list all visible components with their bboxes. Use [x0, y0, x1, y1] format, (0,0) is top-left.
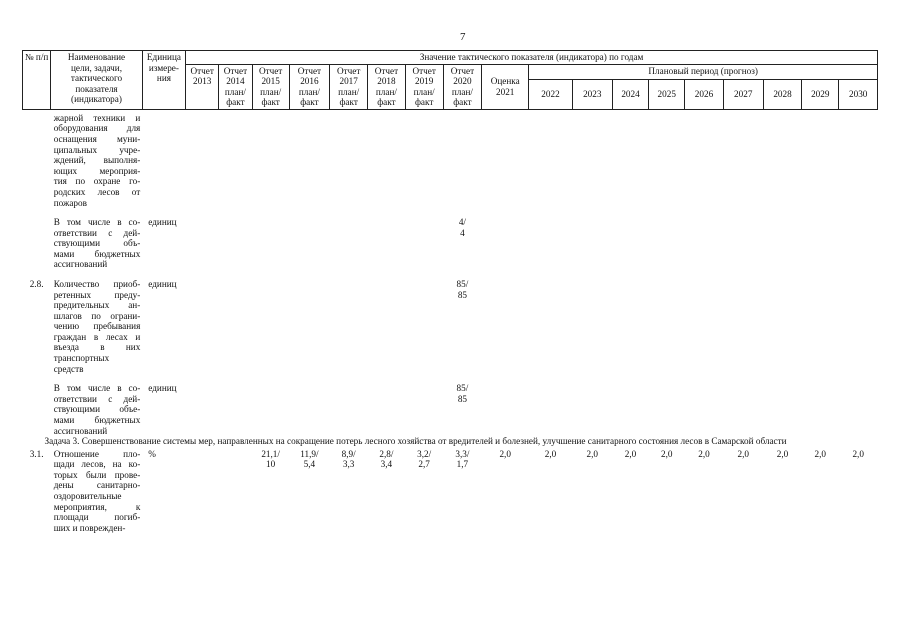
- unit-cell: единиц: [148, 278, 177, 289]
- text-line: факт: [261, 97, 280, 108]
- value-cell: [572, 270, 612, 374]
- text-line: въезда в них: [53, 342, 141, 353]
- value-cell: [529, 109, 572, 208]
- value-cell: [723, 109, 763, 208]
- text-line: 2021: [496, 86, 515, 97]
- unit-cell: %: [148, 448, 156, 459]
- text-line: 2017: [339, 76, 358, 87]
- value-cell: [330, 270, 368, 374]
- value-cell: [252, 109, 289, 208]
- text-line: мами бюджетных: [53, 414, 141, 425]
- text-line: ствующими объе-: [53, 404, 141, 415]
- value-cell: [839, 374, 878, 436]
- header-year-7: [443, 64, 481, 109]
- header-num: № п/п: [23, 51, 51, 110]
- text-line: оснащения муни-: [53, 134, 141, 145]
- table-row: [23, 208, 878, 270]
- value-cell: [685, 374, 723, 436]
- value-line: 10: [266, 459, 276, 470]
- indicator-name: [51, 109, 143, 208]
- value-line: 8,9/: [341, 448, 356, 459]
- text-line: ствующими объ-: [53, 238, 141, 249]
- value-cell: [649, 374, 685, 436]
- value-cell: [802, 270, 839, 374]
- table-row: [23, 270, 878, 374]
- header-planned-year: 2025: [649, 79, 685, 109]
- text-line: Отчет: [190, 65, 214, 76]
- text-line: план/: [413, 86, 435, 97]
- value-cell: [186, 374, 219, 436]
- text-line: 2015: [261, 76, 280, 87]
- text-line: план/: [338, 86, 360, 97]
- value-cell: [685, 109, 723, 208]
- value-cell: [529, 447, 572, 534]
- text-line: 2020: [453, 76, 472, 87]
- value-line: 2,0: [698, 448, 710, 459]
- value-cell: [763, 270, 801, 374]
- table-body: [23, 109, 878, 533]
- table-header: [23, 51, 878, 110]
- text-line: факт: [414, 97, 434, 108]
- value-cell: [649, 270, 685, 374]
- indicators-table: [22, 50, 878, 533]
- value-line: 2,0: [661, 448, 673, 459]
- text-line: факт: [339, 97, 358, 108]
- value-cell: [482, 270, 529, 374]
- value-cell: [252, 374, 289, 436]
- text-line: торых были прове-: [53, 469, 141, 480]
- value-cell: [186, 270, 219, 374]
- value-line: 2,0: [586, 448, 598, 459]
- value-cell: [252, 270, 289, 374]
- text-line: пожаров: [53, 197, 87, 208]
- text-line: измере-: [148, 62, 179, 73]
- text-line: план/: [260, 86, 282, 97]
- value-cell: [289, 374, 329, 436]
- value-cell: [612, 208, 648, 270]
- value-cell: [482, 374, 529, 436]
- value-cell: [330, 447, 368, 534]
- value-cell: [368, 270, 405, 374]
- text-line: оздоровительные: [53, 490, 122, 501]
- task-row: [23, 436, 878, 447]
- row-number: 3.1.: [29, 448, 44, 459]
- text-line: 2016: [300, 76, 319, 87]
- text-line: 2013: [193, 76, 212, 87]
- value-cell: [723, 447, 763, 534]
- text-line: цели, задачи,: [70, 62, 122, 73]
- value-cell: [330, 208, 368, 270]
- value-cell: [572, 109, 612, 208]
- text-line: ответствии с дей-: [53, 393, 141, 404]
- header-year-4: [330, 64, 368, 109]
- value-cell: [443, 447, 481, 534]
- text-line: чению пребывания: [53, 321, 141, 332]
- value-line: 4/: [458, 217, 466, 228]
- value-cell: [368, 374, 405, 436]
- value-cell: [802, 208, 839, 270]
- text-line: 2019: [414, 76, 434, 87]
- text-line: площади погиб-: [53, 512, 141, 523]
- value-line: 5,4: [303, 459, 316, 470]
- value-cell: [482, 208, 529, 270]
- value-cell: [802, 447, 839, 534]
- value-cell: [723, 270, 763, 374]
- header-planned-year: 2024: [612, 79, 648, 109]
- value-cell: [368, 208, 405, 270]
- text-line: В том числе в со-: [53, 383, 141, 394]
- text-line: дены санитарно-: [53, 480, 141, 491]
- value-cell: [330, 109, 368, 208]
- text-line: Отчет: [450, 65, 475, 76]
- text-line: план/: [224, 86, 246, 97]
- text-line: показателя: [75, 83, 118, 94]
- value-cell: [612, 447, 648, 534]
- value-line: 2,0: [814, 448, 826, 459]
- value-cell: [839, 447, 878, 534]
- header-planned-year: 2030: [839, 79, 878, 109]
- unit-cell: единиц: [148, 383, 177, 394]
- text-line: Отчет: [297, 65, 322, 76]
- header-year-3: [289, 64, 329, 109]
- value-cell: [186, 447, 219, 534]
- text-line: средств: [53, 363, 84, 374]
- text-line: родских лесов от: [53, 186, 141, 197]
- table-row: [23, 109, 878, 208]
- value-cell: [186, 109, 219, 208]
- value-cell: [443, 270, 481, 374]
- value-line: 3,3: [342, 459, 355, 470]
- text-line: В том числе в со-: [53, 217, 141, 228]
- value-line: 2,0: [499, 448, 511, 459]
- value-line: 3,3/: [455, 448, 470, 459]
- text-line: факт: [453, 97, 472, 108]
- value-cell: [685, 208, 723, 270]
- text-line: 2014: [226, 76, 245, 87]
- value-cell: [572, 447, 612, 534]
- value-cell: [482, 447, 529, 534]
- header-year-0: [186, 64, 219, 109]
- table-row: [23, 374, 878, 436]
- indicator-name: [51, 374, 143, 436]
- header-planned-year: 2023: [572, 79, 612, 109]
- text-line: Единица: [146, 52, 181, 62]
- value-cell: [685, 447, 723, 534]
- header-values-title: Значение тактического показателя (индикатора) по годам: [186, 51, 878, 65]
- value-line: 2,0: [544, 448, 557, 459]
- text-line: план/: [375, 86, 397, 97]
- text-line: Отчет: [258, 65, 283, 76]
- indicator-name: [51, 447, 143, 534]
- value-line: 2,0: [776, 448, 789, 459]
- header-estimate: [482, 64, 529, 109]
- text-line: (индикатора): [71, 94, 122, 105]
- value-line: 85: [457, 289, 467, 300]
- value-cell: [723, 208, 763, 270]
- value-cell: [572, 208, 612, 270]
- value-cell: [289, 208, 329, 270]
- page-number: 7: [460, 31, 466, 43]
- value-cell: [405, 208, 443, 270]
- text-line: план/: [451, 86, 473, 97]
- value-cell: [219, 109, 252, 208]
- text-line: Отчет: [374, 65, 399, 76]
- header-year-5: [368, 64, 405, 109]
- text-line: Отчет: [223, 65, 248, 76]
- text-line: щади лесов, на ко-: [53, 459, 141, 470]
- value-line: 1,7: [456, 459, 469, 470]
- text-line: Отчет: [336, 65, 361, 76]
- value-cell: [802, 374, 839, 436]
- value-cell: [612, 109, 648, 208]
- text-line: факт: [300, 97, 319, 108]
- header-planned-title: Плановый период (прогноз): [529, 64, 878, 79]
- value-line: 21,1/: [261, 448, 280, 459]
- value-cell: [405, 270, 443, 374]
- header-planned-year: 2027: [723, 79, 763, 109]
- row-number: 2.8.: [29, 278, 44, 289]
- text-line: ципальных учре-: [53, 144, 141, 155]
- value-cell: [802, 109, 839, 208]
- value-cell: [649, 208, 685, 270]
- value-cell: [289, 270, 329, 374]
- text-line: мероприятия, к: [53, 501, 141, 512]
- header-year-2: [252, 64, 289, 109]
- value-cell: [649, 447, 685, 534]
- value-cell: [252, 447, 289, 534]
- text-line: 2018: [377, 76, 396, 87]
- text-line: Отношение пло-: [53, 448, 141, 459]
- row-number: [23, 208, 51, 270]
- value-cell: [443, 109, 481, 208]
- text-line: Оценка: [490, 76, 520, 87]
- unit-cell: [142, 109, 185, 208]
- value-line: 2,0: [737, 448, 749, 459]
- header-planned-year: 2028: [763, 79, 801, 109]
- value-cell: [443, 208, 481, 270]
- text-line: ших и поврежден-: [53, 522, 126, 533]
- text-line: факт: [226, 97, 245, 108]
- value-cell: [289, 109, 329, 208]
- header-unit: [142, 51, 185, 110]
- text-line: ассигнований: [53, 259, 108, 270]
- text-line: тактического: [70, 73, 123, 84]
- value-cell: [405, 109, 443, 208]
- value-line: 3,2/: [417, 448, 432, 459]
- text-line: ющих мероприя-: [53, 165, 141, 176]
- value-cell: [839, 208, 878, 270]
- value-line: 4: [460, 227, 465, 238]
- header-planned-year: 2029: [802, 79, 839, 109]
- value-cell: [405, 447, 443, 534]
- value-cell: [368, 109, 405, 208]
- unit-cell: единиц: [148, 217, 177, 228]
- value-cell: [405, 374, 443, 436]
- text-line: план/: [298, 86, 320, 97]
- indicator-name: [51, 270, 143, 374]
- header-planned-year: 2022: [529, 79, 572, 109]
- value-cell: [763, 109, 801, 208]
- text-line: Наименование: [67, 52, 126, 62]
- value-line: 3,4: [380, 459, 393, 470]
- text-line: жарной техники и: [53, 112, 141, 123]
- header-name: [51, 51, 143, 110]
- value-cell: [685, 270, 723, 374]
- value-cell: [289, 447, 329, 534]
- value-line: 2,8/: [379, 448, 394, 459]
- value-cell: [612, 270, 648, 374]
- text-line: тия по охране го-: [53, 176, 141, 187]
- row-number: [23, 109, 51, 208]
- value-line: 2,0: [852, 448, 864, 459]
- value-cell: [763, 447, 801, 534]
- value-cell: [763, 374, 801, 436]
- value-cell: [219, 374, 252, 436]
- value-cell: [649, 109, 685, 208]
- value-line: 85/: [456, 278, 469, 289]
- value-cell: [839, 270, 878, 374]
- text-line: Количество приоб-: [53, 278, 141, 289]
- value-cell: [529, 270, 572, 374]
- text-line: транспортных: [53, 353, 110, 364]
- header-year-6: [405, 64, 443, 109]
- row-number: [23, 374, 51, 436]
- value-cell: [219, 447, 252, 534]
- header-year-1: [219, 64, 252, 109]
- text-line: мами бюджетных: [53, 248, 141, 259]
- text-line: шлагов по ограни-: [53, 310, 141, 321]
- text-line: ассигнований: [53, 425, 108, 436]
- text-line: Отчет: [412, 65, 436, 76]
- value-cell: [763, 208, 801, 270]
- value-cell: [572, 374, 612, 436]
- text-line: ретенных преду-: [53, 289, 141, 300]
- text-line: ждений, выполня-: [53, 155, 141, 166]
- value-cell: [482, 109, 529, 208]
- value-cell: [219, 270, 252, 374]
- text-line: предительных ан-: [53, 300, 141, 311]
- table-row: [23, 447, 878, 534]
- value-cell: [723, 374, 763, 436]
- value-cell: [529, 374, 572, 436]
- text-line: оборудования для: [53, 123, 141, 134]
- value-cell: [330, 374, 368, 436]
- value-line: 11,9/: [300, 448, 319, 459]
- value-line: 2,0: [624, 448, 637, 459]
- value-line: 2,7: [418, 459, 430, 470]
- indicator-name: [51, 208, 143, 270]
- text-line: ния: [156, 73, 171, 84]
- value-cell: [252, 208, 289, 270]
- text-line: граждан в лесах и: [53, 331, 141, 342]
- value-cell: [368, 447, 405, 534]
- value-cell: [839, 109, 878, 208]
- value-cell: [529, 208, 572, 270]
- value-cell: [219, 208, 252, 270]
- value-cell: [186, 208, 219, 270]
- text-line: ответствии с дей-: [53, 227, 141, 238]
- value-line: 85/: [456, 383, 469, 394]
- value-cell: [612, 374, 648, 436]
- value-cell: [443, 374, 481, 436]
- text-line: факт: [377, 97, 396, 108]
- value-line: 85: [457, 393, 467, 404]
- task-3-title: Задача 3. Совершенствование системы мер, направленных на сокращение потерь лесного хозяйства от вредителей и болезней, улучшение санитарного состояния лесов в Самарской области: [44, 436, 787, 447]
- header-planned-year: 2026: [685, 79, 723, 109]
